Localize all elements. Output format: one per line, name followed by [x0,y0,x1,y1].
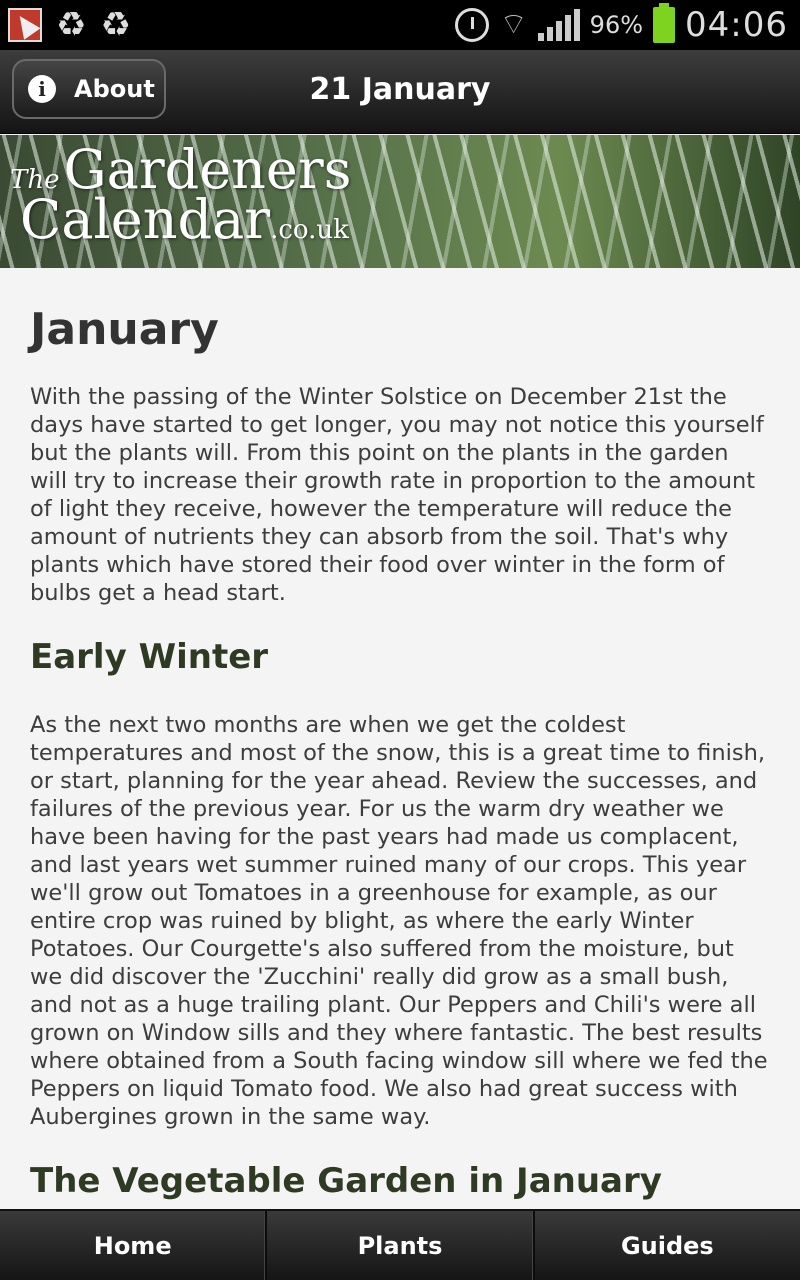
battery-icon [653,7,675,43]
battery-percent: 96% [589,11,644,39]
logo-the: The [10,165,60,195]
tab-guides[interactable]: Guides [620,1231,714,1260]
recycle-icon: ♻ [56,5,87,45]
about-button[interactable] [12,59,166,119]
article-content[interactable] [0,268,800,1209]
logo-domain: .co.uk [270,215,349,245]
logo-gardeners: Gardeners [63,138,352,201]
kaspersky-icon [8,8,42,42]
bottom-tab-bar [0,1209,800,1280]
status-clock: 04:06 [685,5,788,45]
wifi-icon: ⌔ [499,7,528,42]
banner-image [0,135,800,268]
status-bar [0,0,800,50]
section-heading-vegetable-garden: The Vegetable Garden in January [30,1161,662,1201]
signal-icon [538,9,580,41]
info-icon: i [28,75,56,103]
article-intro: With the passing of the Winter Solstice on December 21st the days have started to get longer, you may not notice this yourself but the plants will. From this point on the plants in the garden will try to increase their growth rate in proportion to the amount of light they receive, however the temperature will reduce the amount of nutrients they can absorb from the soil. That's why plants which have stored their food over winter in the form of bulbs get a head start. [30,384,764,606]
app-header [0,50,800,134]
page-title: 21 January [309,71,491,107]
article-title: January [30,304,219,355]
tab-home[interactable]: Home [0,1211,267,1280]
about-button-label: About [74,75,155,103]
section-body-early-winter: As the next two months are when we get the coldest temperatures and most of the snow, this is a great time to finish, or start, planning for the year ahead. Review the successes, and failures of the previous year. For us the warm dry weather we have been having for the past years had made us complacent, and last years wet summer ruined many of our crops. This year we'll grow out Tomatoes in a greenhouse for example, as our entire crop was ruined by blight, as where the early Winter Potatoes. Our Courgette's also suffered from the moisture, but we did discover the 'Zucchini' really did grow as a small bush, and not as a huge trailing plant. Our Peppers and Chili's were all grown on Window sills and they where fantastic. The best results where obtained from a South facing window sill where we fed the Peppers on liquid Tomato food. We also had great success with Aubergines grown in the same way. [30,712,768,1130]
logo-calendar: Calendar [20,188,271,251]
site-logo [10,138,352,251]
recycle-icon: ♻ [100,5,131,45]
alarm-icon [455,8,489,42]
section-heading-early-winter: Early Winter [30,637,269,677]
tab-plants[interactable]: Plants [267,1211,534,1280]
